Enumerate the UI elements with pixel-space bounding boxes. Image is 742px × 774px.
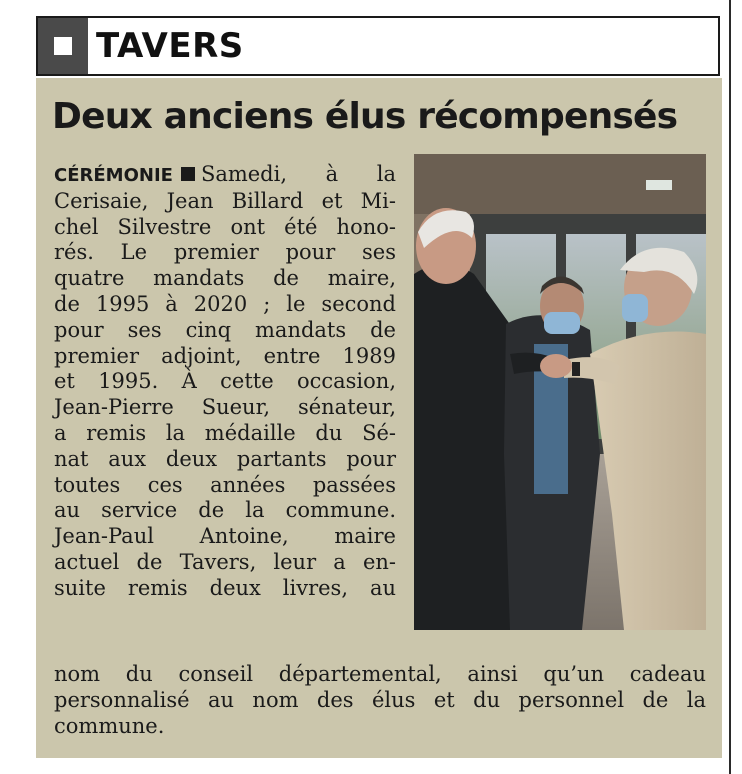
body-line: et 1995. À cette occasion, (54, 369, 396, 394)
article-body-column (54, 162, 396, 602)
section-square-icon (38, 18, 88, 74)
body-line: pour ses cinq mandats de (54, 317, 396, 342)
body-line: CÉRÉMONIE Samedi, à la (54, 162, 396, 186)
body-line: de 1995 à 2020 ; le second (54, 291, 396, 316)
body-line: Jean-Pierre Sueur, sénateur, (54, 395, 396, 420)
body-line: toutes ces années passées (54, 472, 396, 497)
article-kicker: CÉRÉMONIE (54, 165, 173, 186)
body-line: suite remis deux livres, au (54, 575, 396, 600)
section-square-inner (54, 37, 72, 55)
section-title: TAVERS (96, 26, 244, 66)
body-line: actuel de Tavers, leur a en- (54, 549, 396, 574)
body-line: quatre mandats de maire, (54, 266, 396, 291)
body-line: nat aux deux partants pour (54, 446, 396, 471)
body-line: commune. (54, 713, 165, 738)
section-header (36, 16, 720, 76)
article-headline: Deux anciens élus récompensés (52, 96, 678, 137)
body-line: rés. Le premier pour ses (54, 240, 396, 265)
body-line: premier adjoint, entre 1989 (54, 343, 396, 368)
body-line: chel Silvestre ont été hono- (54, 214, 396, 239)
body-line: a remis la médaille du Sé- (54, 420, 396, 445)
body-line: Cerisaie, Jean Billard et Mi- (54, 188, 396, 213)
body-line: Jean-Paul Antoine, maire (54, 524, 396, 549)
kicker-square-icon (181, 167, 195, 181)
body-line: au service de la commune. (54, 498, 396, 523)
ceremony-photo (414, 154, 706, 630)
page-edge-rule (729, 0, 731, 774)
body-line: nom du conseil départemental, ainsi qu’un cadeau (54, 662, 706, 686)
article-body-continuation (54, 662, 706, 739)
body-line: personnalisé au nom des élus et du personnel de la (54, 687, 706, 712)
